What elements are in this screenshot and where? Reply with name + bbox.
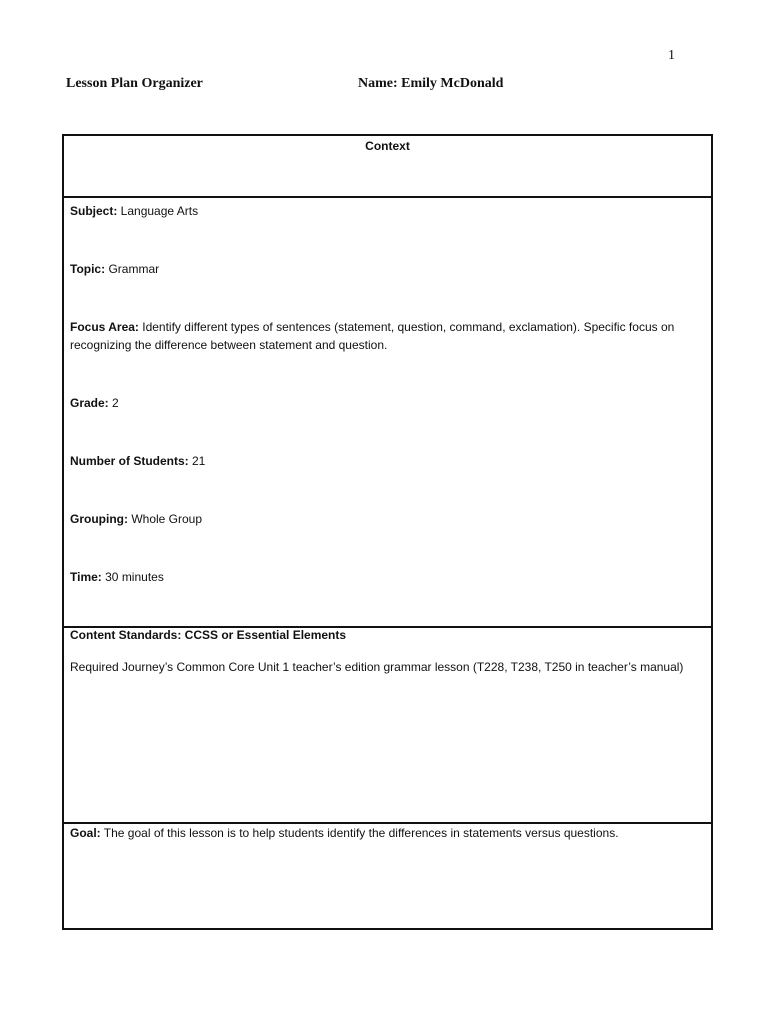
topic-value: Grammar	[105, 262, 160, 276]
context-section	[64, 136, 711, 198]
goal-label: Goal:	[70, 826, 101, 840]
time-value: 30 minutes	[101, 570, 164, 584]
topic-field	[70, 260, 703, 278]
time-field	[70, 568, 703, 586]
focus-area-label: Focus Area:	[70, 320, 139, 334]
document-title: Lesson Plan Organizer	[66, 76, 203, 91]
grouping-label: Grouping:	[70, 512, 128, 526]
content-standards-section	[64, 628, 711, 824]
goal-field	[70, 824, 703, 842]
content-standards-text: Required Journey’s Common Core Unit 1 teacher’s edition grammar lesson (T228, T238, T250 in teacher’s manual)	[70, 660, 684, 674]
focus-area-value: Identify different types of sentences (statement, question, command, exclamation). Specific focus on recognizing the difference between statement and question.	[70, 320, 675, 352]
content-standards-heading: Content Standards: CCSS or Essential Elements	[70, 628, 347, 642]
lesson-plan-table	[62, 134, 713, 930]
grade-field	[70, 394, 703, 412]
author-name: Name: Emily McDonald	[358, 76, 504, 91]
context-heading: Context	[365, 139, 410, 153]
grade-label: Grade:	[70, 396, 109, 410]
grouping-value: Whole Group	[127, 512, 203, 526]
page-number: 1	[668, 48, 675, 63]
grouping-field	[70, 510, 703, 528]
goal-value: The goal of this lesson is to help students identify the differences in statements versus questions.	[100, 826, 619, 840]
number-of-students-field	[70, 452, 703, 470]
number-of-students-value: 21	[188, 454, 206, 468]
subject-label: Subject:	[70, 204, 118, 218]
number-of-students-label: Number of Students:	[70, 454, 189, 468]
goal-section	[64, 824, 711, 928]
grade-value: 2	[108, 396, 119, 410]
subject-field	[70, 202, 703, 220]
topic-label: Topic:	[70, 262, 106, 276]
focus-area-field	[70, 318, 703, 354]
context-details-section	[64, 198, 711, 628]
time-label: Time:	[70, 570, 102, 584]
subject-value: Language Arts	[117, 204, 199, 218]
